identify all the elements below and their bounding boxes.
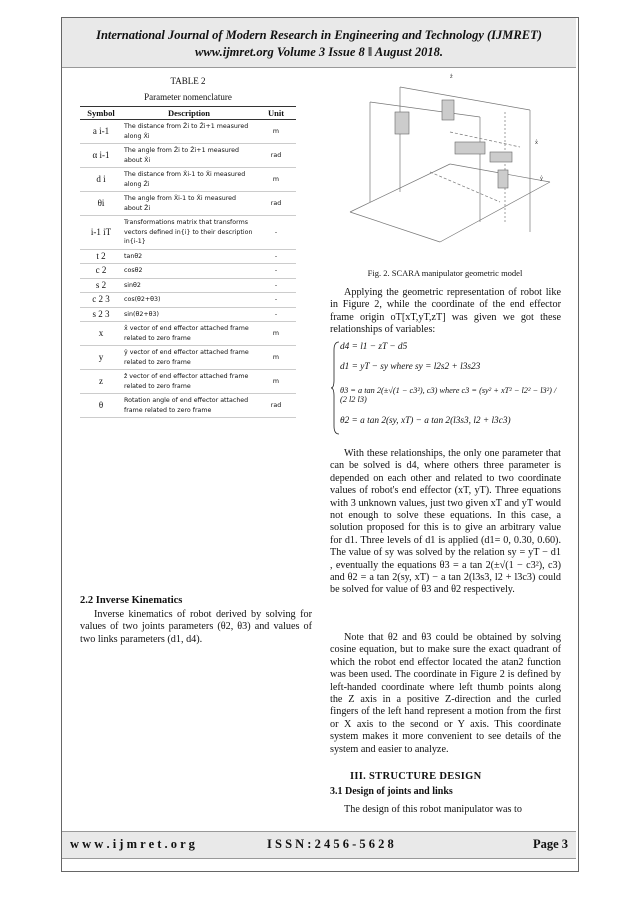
cell-symbol: s 2 3 [80,307,122,322]
table-row [80,370,296,394]
cell-description: The angle from Ẑi to Ẑi+1 measured about X̂i [122,144,256,168]
cell-unit: m [256,346,296,370]
cell-symbol: θ [80,394,122,418]
cell-symbol: x [80,322,122,346]
cell-unit: rad [256,192,296,216]
cell-symbol: t 2 [80,249,122,264]
cell-description: ŷ vector of end effector attached frame related to zero frame [122,346,256,370]
footer-issn: I S S N : 2 4 5 6 - 5 6 2 8 [267,837,394,851]
cell-symbol: a i-1 [80,120,122,144]
section-2-2-title: 2.2 Inverse Kinematics [80,595,183,606]
cell-description: tanθ2 [122,249,256,264]
table-row [80,278,296,293]
cell-description: The distance from Ẑi to Ẑi+1 measured along X̂i [122,120,256,144]
footer-website: w w w . i j m r e t . o r g [70,837,195,851]
table-header-row [80,107,296,120]
cell-unit: - [256,293,296,308]
figure-caption: Fig. 2. SCARA manipulator geometric model [367,268,523,278]
cell-symbol: s 2 [80,278,122,293]
header-symbol: Symbol [80,107,122,120]
table-row [80,307,296,322]
table-row [80,192,296,216]
paragraph-applying: Applying the geometric representation of robot like in Figure 2, while the coordinate of the end effector frame origin oT[xT,yT,zT] was given we got these relationships of variables: [330,287,561,336]
paragraph-note: Note that θ2 and θ3 could be obtained by solving cosine equation, but to make sure the exact quadrant of which the robot end effector located the atan2 function was been used. The coordinate in Figure 2 is defined by left-handed coordinate where left thumb points along the Z axis in a positive Z-direction and the curled fingers of the left hand represent a motion from the first or X axis to the second or Y axis. This coordinate system makes it more convenient to see details of the system and easier to analyze. [330,632,561,755]
table-number: TABLE 2 [170,76,206,86]
cell-description: The distance from X̂i-1 to X̂i measured along Ẑi [122,168,256,192]
cell-symbol: c 2 [80,264,122,279]
table-row [80,144,296,168]
section-3-heading: III. STRUCTURE DESIGN [350,771,482,782]
table-row [80,346,296,370]
cell-symbol: z [80,370,122,394]
table-row [80,293,296,308]
equation-system [330,340,560,436]
label-y: ŷ [540,176,543,182]
paragraph-design: The design of this robot manipulator was to [344,804,522,815]
cell-unit: - [256,264,296,279]
table-title: Parameter nomenclature [144,92,232,102]
equation-theta2: θ2 = a tan 2(sy, xT) − a tan 2(l3s3, l2 + l3c3) [340,416,511,426]
cell-symbol: α i-1 [80,144,122,168]
scara-geometric-model-figure [330,72,560,254]
cell-symbol: y [80,346,122,370]
cell-symbol: c 2 3 [80,293,122,308]
cell-unit: - [256,249,296,264]
paragraph-relationships: With these relationships, the only one parameter that can be solved is d4, where others three parameter is depended on each other and related to two coordinate values of robot's end effector (xT, yT). Three equations with 3 unknown values, just two given xT and yT would not enough to solve these equations. In this case, a solution proposed for this is to give an arbitrary value for d1. Three levels of d1 is applied (d1= 0, 0.30, 0.60). The value of sy was solved by the relation sy = yT − d1 , eventually the equations θ3 = a tan 2(±√(1 − c3²), c3) and θ2 = a tan 2(sy, xT) − a tan 2(l3s3, l2 + l3c3) could be solved for value of θ3 and θ2 respectively. [330,448,561,596]
cell-unit: m [256,168,296,192]
cell-description: ẑ vector of end effector attached frame related to zero frame [122,370,256,394]
cell-symbol: d i [80,168,122,192]
journal-footer [62,831,576,859]
table-row [80,394,296,418]
journal-header [62,18,576,68]
cell-description: x̂ vector of end effector attached frame related to zero frame [122,322,256,346]
cell-symbol: θi [80,192,122,216]
cell-description: sinθ2 [122,278,256,293]
cell-unit: - [256,216,296,250]
table-row [80,120,296,144]
header-unit: Unit [256,107,296,120]
section-2-2-body: Inverse kinematics of robot derived by solving for values of two joints parameters (θ2, θ3) and values of two links parameters (d1, d4). [80,609,312,645]
table-row [80,322,296,346]
cell-unit: rad [256,394,296,418]
equation-d4: d4 = l1 − zT − d5 [340,342,408,352]
cell-unit: rad [256,144,296,168]
cell-description: Transformations matrix that transforms vectors defined in{i} to their description in{i-1} [122,216,256,250]
cell-unit: - [256,307,296,322]
equation-d1: d1 = yT − sy where sy = l2s2 + l3s23 [340,362,481,372]
table-row [80,249,296,264]
journal-title: International Journal of Modern Research in Engineering and Technology (IJMRET) [96,28,542,42]
table-row [80,216,296,250]
parameter-table [80,106,296,418]
journal-issue: www.ijmret.org Volume 3 Issue 8 ǁ August 2018. [195,45,443,59]
label-x: x̂ [535,140,538,146]
table-row [80,264,296,279]
cell-description: Rotation angle of end effector attached frame related to zero frame [122,394,256,418]
brace-icon [330,340,340,436]
cell-description: sin(θ2+θ3) [122,307,256,322]
cell-unit: m [256,370,296,394]
cell-unit: - [256,278,296,293]
cell-description: cos(θ2+θ3) [122,293,256,308]
cell-description: cosθ2 [122,264,256,279]
cell-symbol: i-1 iT [80,216,122,250]
cell-description: The angle from X̂i-1 to X̂i measured about Ẑi [122,192,256,216]
footer-page-number: Page 3 [532,837,568,851]
table-row [80,168,296,192]
label-z0: ẑ [450,74,453,80]
equation-theta3: θ3 = a tan 2(±√(1 − c3²), c3) where c3 = (sy² + xT² − l2² − l3²) / (2 l2 l3) [340,386,557,404]
section-3-1-title: 3.1 Design of joints and links [330,786,453,797]
header-description: Description [122,107,256,120]
table-caption [80,75,296,103]
cell-unit: m [256,322,296,346]
cell-unit: m [256,120,296,144]
